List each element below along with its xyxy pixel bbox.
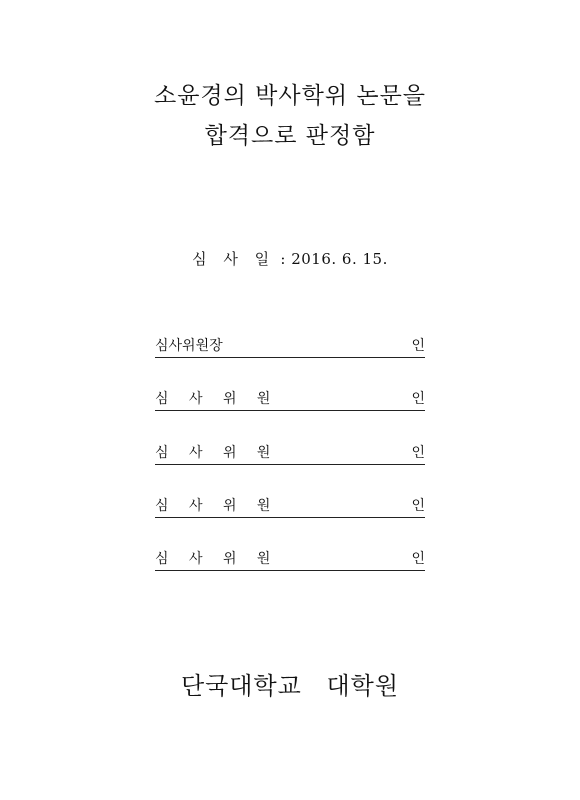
signature-seal: 인 bbox=[411, 445, 425, 461]
signature-line-member-4 bbox=[155, 550, 425, 571]
signature-role: 심 사 위 원 bbox=[155, 498, 279, 514]
signature-seal: 인 bbox=[411, 551, 425, 567]
signature-seal: 인 bbox=[411, 391, 425, 407]
exam-date-label: 심 사 일 bbox=[192, 250, 276, 268]
signature-line-member-2 bbox=[155, 444, 425, 465]
exam-date-value: 2016. 6. 15. bbox=[291, 250, 388, 268]
title-line-1: 소윤경의 박사학위 논문을 bbox=[153, 83, 427, 109]
signature-line-chair bbox=[155, 337, 425, 358]
signature-line-member-3 bbox=[155, 497, 425, 518]
signature-seal: 인 bbox=[411, 338, 425, 354]
signature-seal: 인 bbox=[411, 498, 425, 514]
exam-date bbox=[0, 248, 580, 269]
title-line-2: 합격으로 판정함 bbox=[204, 123, 376, 149]
signature-role: 심사위원장 bbox=[155, 338, 223, 354]
signature-role: 심 사 위 원 bbox=[155, 551, 279, 567]
signature-role: 심 사 위 원 bbox=[155, 391, 279, 407]
exam-date-separator: : bbox=[275, 250, 292, 268]
signature-line-member-1 bbox=[155, 390, 425, 411]
approval-title bbox=[0, 76, 580, 156]
institution-name: 단국대학교 대학원 bbox=[180, 672, 400, 700]
signature-role: 심 사 위 원 bbox=[155, 445, 279, 461]
